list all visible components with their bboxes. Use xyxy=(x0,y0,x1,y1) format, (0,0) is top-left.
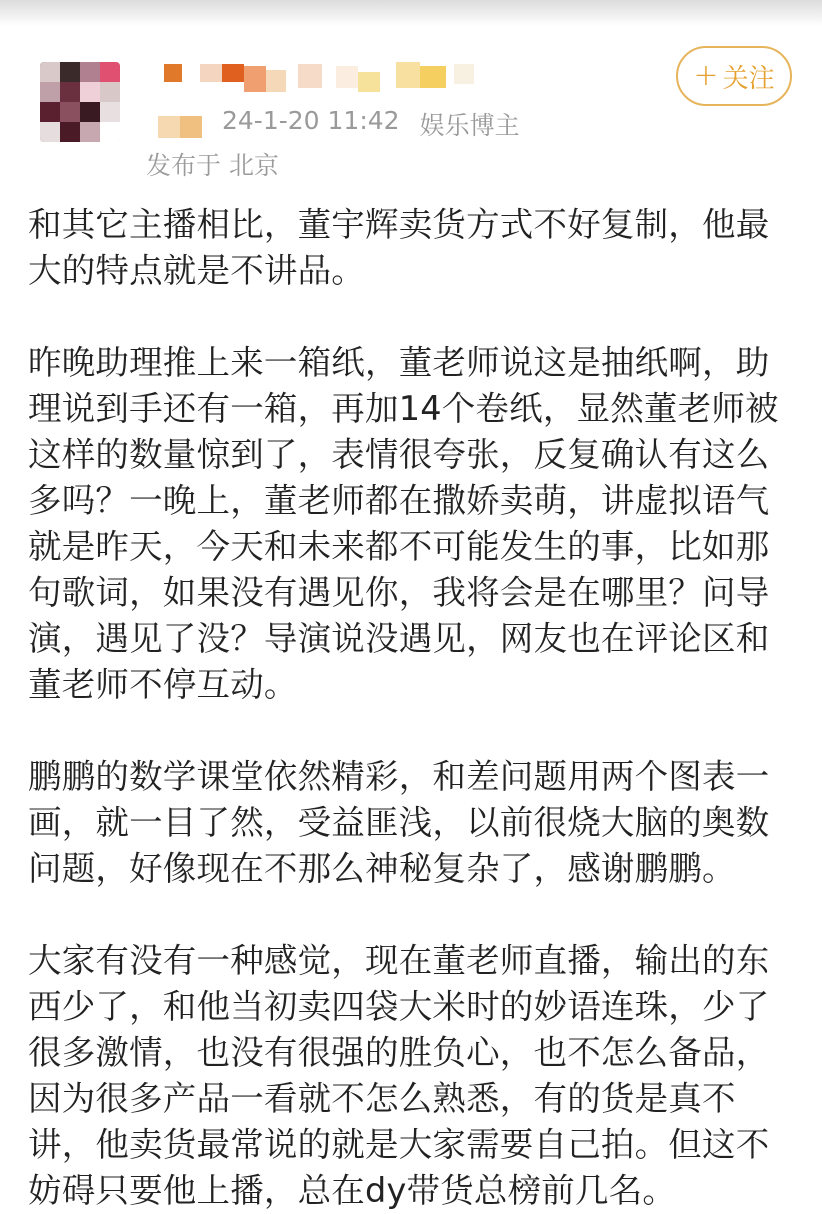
text-line: 西少了，和他当初卖四袋大米时的妙语连珠，少了 xyxy=(28,987,770,1026)
text-line: 大的特点就是不讲品。 xyxy=(28,251,365,290)
text-line: 就是昨天，今天和未来都不可能发生的事，比如那 xyxy=(28,527,770,566)
top-edge-shadow xyxy=(0,0,822,26)
text-line: 很多激情，也没有很强的胜负心，也不怎么备品， xyxy=(28,1033,770,1072)
text-line: 句歌词，如果没有遇见你，我将会是在哪里？问导 xyxy=(28,573,770,612)
text-line: 理说到手还有一箱，再加14个卷纸，显然董老师被 xyxy=(28,389,779,428)
paragraph xyxy=(28,754,788,892)
plus-icon: + xyxy=(693,58,719,93)
text-line: 演，遇见了没？导演说没遇见，网友也在评论区和 xyxy=(28,619,770,658)
text-line: 这样的数量惊到了，表情很夸张，反复确认有这么 xyxy=(28,435,770,474)
follow-button[interactable] xyxy=(676,46,792,106)
paragraph-gap xyxy=(28,708,788,754)
pixelated-username[interactable] xyxy=(158,58,488,98)
paragraph xyxy=(28,938,788,1214)
paragraph-gap xyxy=(28,294,788,340)
paragraph xyxy=(28,202,788,294)
paragraph xyxy=(28,340,788,708)
text-line: 昨晚助理推上来一箱纸，董老师说这是抽纸啊，助 xyxy=(28,343,770,382)
post-meta xyxy=(222,106,520,142)
avatar[interactable] xyxy=(40,62,120,142)
text-line: 和其它主播相比，董宇辉卖货方式不好复制，他最 xyxy=(28,205,770,244)
post-body xyxy=(28,202,788,1214)
text-line: 妨碍只要他上播，总在dy带货总榜前几名。 xyxy=(28,1171,677,1210)
post-timestamp: 24-1-20 11:42 xyxy=(222,106,400,135)
location-name: 北京 xyxy=(229,151,280,180)
paragraph-gap xyxy=(28,892,788,938)
text-line: 画，就一目了然，受益匪浅，以前很烧大脑的奥数 xyxy=(28,803,770,842)
pixelated-username-tail xyxy=(158,112,208,138)
text-line: 多吗？一晚上，董老师都在撒娇卖萌，讲虚拟语气 xyxy=(28,481,770,520)
text-line: 大家有没有一种感觉，现在董老师直播，输出的东 xyxy=(28,941,770,980)
text-line: 鹏鹏的数学课堂依然精彩，和差问题用两个图表一 xyxy=(28,757,770,796)
text-line: 因为很多产品一看就不怎么熟悉，有的货是真不 xyxy=(28,1079,736,1118)
follow-label: 关注 xyxy=(722,63,775,94)
location-prefix: 发布于 xyxy=(146,151,222,180)
author-tag[interactable]: 娱乐博主 xyxy=(419,111,520,140)
text-line: 董老师不停互动。 xyxy=(28,665,298,704)
text-line: 讲，他卖货最常说的就是大家需要自己拍。但这不 xyxy=(28,1125,770,1164)
text-line: 问题，好像现在不那么神秘复杂了，感谢鹏鹏。 xyxy=(28,849,736,888)
post-location xyxy=(146,146,279,182)
